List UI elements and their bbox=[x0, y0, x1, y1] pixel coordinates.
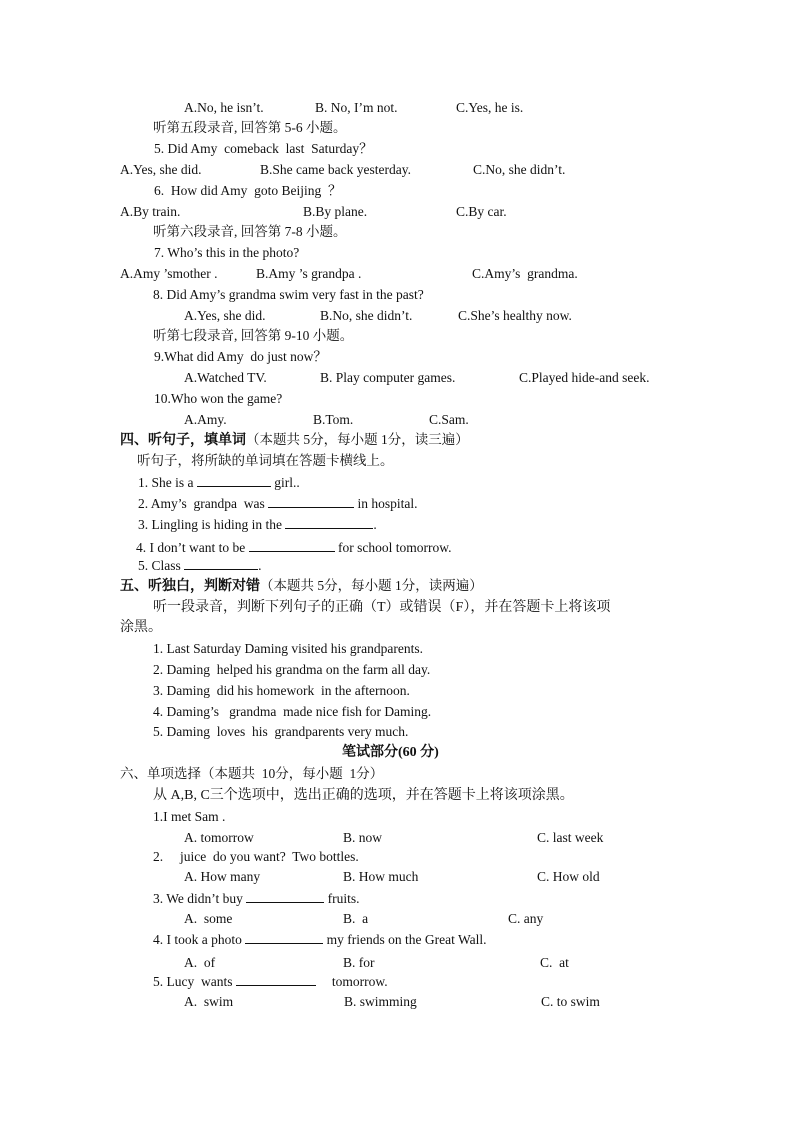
p6-q4-option-b: B. for bbox=[343, 955, 375, 970]
part4-item-2-tail: in hospital. bbox=[354, 496, 418, 511]
p6-q5-option-a: A. swim bbox=[184, 994, 234, 1009]
part4-item-4 bbox=[136, 539, 451, 556]
p6-q2-option-b: B. How much bbox=[343, 869, 419, 884]
q10-option-a: A.Amy. bbox=[184, 412, 227, 427]
part5-item-2: 2. Daming helped his grandma on the farm all day. bbox=[153, 662, 431, 677]
q9-option-b: B. Play computer games. bbox=[320, 370, 456, 385]
q6-option-b: B.By plane. bbox=[303, 204, 368, 219]
p6-q3-option-a: A. some bbox=[184, 911, 233, 926]
answer-blank bbox=[236, 973, 316, 986]
answer-blank bbox=[184, 557, 258, 570]
p6-q1-stem: 1.I met Sam . bbox=[153, 809, 226, 824]
section6-instruction: 听第六段录音, 回答第 7-8 小题。 bbox=[153, 224, 347, 239]
p6-q3-option-b: B. a bbox=[343, 911, 369, 926]
part4-item-3-text: 3. Lingling is hiding in the bbox=[138, 517, 286, 532]
part5-heading-title: 五、听独白，判断对错 bbox=[120, 579, 260, 594]
q5-option-c: C.No, she didn’t. bbox=[473, 162, 566, 177]
part5-heading-note: （本题共 5分，每小题 1分，读两遍） bbox=[260, 578, 483, 593]
q6-option-a: A.By train. bbox=[120, 204, 181, 219]
p6-q5-stem bbox=[153, 973, 388, 990]
part4-item-1-tail: girl.. bbox=[270, 475, 300, 490]
q10-option-b: B.Tom. bbox=[313, 412, 354, 427]
part4-item-3 bbox=[138, 516, 377, 533]
part4-item-5-tail: . bbox=[258, 558, 262, 573]
q8-option-a: A.Yes, she did. bbox=[184, 308, 266, 323]
section5-instruction: 听第五段录音, 回答第 5-6 小题。 bbox=[153, 120, 347, 135]
part5-instruction-line2: 涂黑。 bbox=[120, 620, 162, 635]
part6-instruction: 从 A,B, C三个选项中，选出正确的选项，并在答题卡上将该项涂黑。 bbox=[153, 788, 574, 803]
answer-blank bbox=[268, 495, 354, 508]
p6-q4-stem bbox=[153, 931, 487, 948]
part6-heading: 六、单项选择（本题共 10分，每小题 1分） bbox=[120, 766, 384, 781]
p6-q5-option-c: C. to swim bbox=[541, 994, 600, 1009]
answer-blank bbox=[249, 539, 335, 552]
q5-option-a: A.Yes, she did. bbox=[120, 162, 202, 177]
p6-q3-stem bbox=[153, 890, 360, 907]
q10-option-c: C.Sam. bbox=[429, 412, 469, 427]
q4-option-a: A.No, he isn’t. bbox=[184, 100, 264, 115]
q9-option-c: C.Played hide-and seek. bbox=[519, 370, 650, 385]
p6-q2-option-c: C. How old bbox=[537, 869, 600, 884]
part4-item-3-tail: . bbox=[373, 517, 377, 532]
q5-stem: 5. Did Amy comeback last Saturday？ bbox=[154, 141, 373, 156]
p6-q5-text: 5. Lucy wants bbox=[153, 974, 236, 989]
part4-heading-title: 四、听句子，填单词 bbox=[120, 433, 246, 448]
q8-option-c: C.She’s healthy now. bbox=[458, 308, 572, 323]
q9-stem: 9.What did Amy do just now？ bbox=[154, 349, 327, 364]
p6-q3-text: 3. We didn’t buy bbox=[153, 891, 247, 906]
part5-item-5: 5. Daming loves his grandparents very much. bbox=[153, 724, 409, 739]
part4-item-5-text: 5. Class bbox=[138, 558, 185, 573]
p6-q4-option-a: A. of bbox=[184, 955, 216, 970]
p6-q4-option-c: C. at bbox=[540, 955, 569, 970]
answer-blank bbox=[246, 890, 324, 903]
part4-item-1 bbox=[138, 474, 300, 491]
part5-item-1: 1. Last Saturday Daming visited his grandparents. bbox=[153, 641, 423, 656]
part5-item-4: 4. Daming’s grandma made nice fish for Daming. bbox=[153, 704, 432, 719]
written-section-title: 笔试部分(60 分) bbox=[342, 745, 439, 760]
q6-option-c: C.By car. bbox=[456, 204, 507, 219]
p6-q3-tail: fruits. bbox=[324, 891, 360, 906]
p6-q1-option-b: B. now bbox=[343, 830, 383, 845]
q9-option-a: A.Watched TV. bbox=[184, 370, 267, 385]
answer-blank bbox=[285, 516, 373, 529]
part4-item-2-text: 2. Amy’s grandpa was bbox=[138, 496, 269, 511]
part4-heading bbox=[120, 432, 469, 449]
p6-q1-option-c: C. last week bbox=[537, 830, 604, 845]
p6-q1-option-a: A. tomorrow bbox=[184, 830, 254, 845]
part4-item-4-tail: for school tomorrow. bbox=[334, 540, 452, 555]
answer-blank bbox=[245, 931, 323, 944]
q7-stem: 7. Who’s this in the photo? bbox=[154, 245, 300, 260]
part4-heading-note: （本题共 5分，每小题 1分，读三遍） bbox=[246, 432, 469, 447]
section7-instruction: 听第七段录音, 回答第 9-10 小题。 bbox=[153, 328, 354, 343]
q4-option-c: C.Yes, he is. bbox=[456, 100, 524, 115]
p6-q4-tail: my friends on the Great Wall. bbox=[323, 932, 487, 947]
part5-item-3: 3. Daming did his homework in the afternoon. bbox=[153, 683, 410, 698]
q10-stem: 10.Who won the game? bbox=[154, 391, 283, 406]
part4-item-2 bbox=[138, 495, 417, 512]
q7-option-b: B.Amy ’s grandpa . bbox=[256, 266, 362, 281]
q6-stem: 6. How did Amy goto Beijing ？ bbox=[154, 183, 342, 198]
part5-instruction-line1: 听一段录音，判断下列句子的正确（T）或错误（F），并在答题卡上将该项 bbox=[153, 600, 611, 615]
q8-option-b: B.No, she didn’t. bbox=[320, 308, 413, 323]
q4-option-b: B. No, I’m not. bbox=[315, 100, 398, 115]
q7-option-a: A.Amy ’smother . bbox=[120, 266, 218, 281]
p6-q5-option-b: B. swimming bbox=[344, 994, 417, 1009]
p6-q5-tail: tomorrow. bbox=[331, 974, 388, 989]
answer-blank bbox=[197, 474, 271, 487]
part4-item-1-text: 1. She is a bbox=[138, 475, 197, 490]
part4-item-4-text: 4. I don’t want to be bbox=[136, 540, 249, 555]
p6-q2-option-a: A. How many bbox=[184, 869, 261, 884]
q5-option-b: B.She came back yesterday. bbox=[260, 162, 411, 177]
part4-instruction: 听句子，将所缺的单词填在答题卡横线上。 bbox=[137, 453, 394, 468]
q7-option-c: C.Amy’s grandma. bbox=[472, 266, 578, 281]
q8-stem: 8. Did Amy’s grandma swim very fast in the past? bbox=[153, 287, 424, 302]
p6-q3-option-c: C. any bbox=[508, 911, 544, 926]
part4-item-5 bbox=[138, 557, 262, 574]
p6-q4-text: 4. I took a photo bbox=[153, 932, 246, 947]
p6-q2-stem: 2. juice do you want? Two bottles. bbox=[153, 849, 359, 864]
part5-heading bbox=[120, 578, 483, 595]
